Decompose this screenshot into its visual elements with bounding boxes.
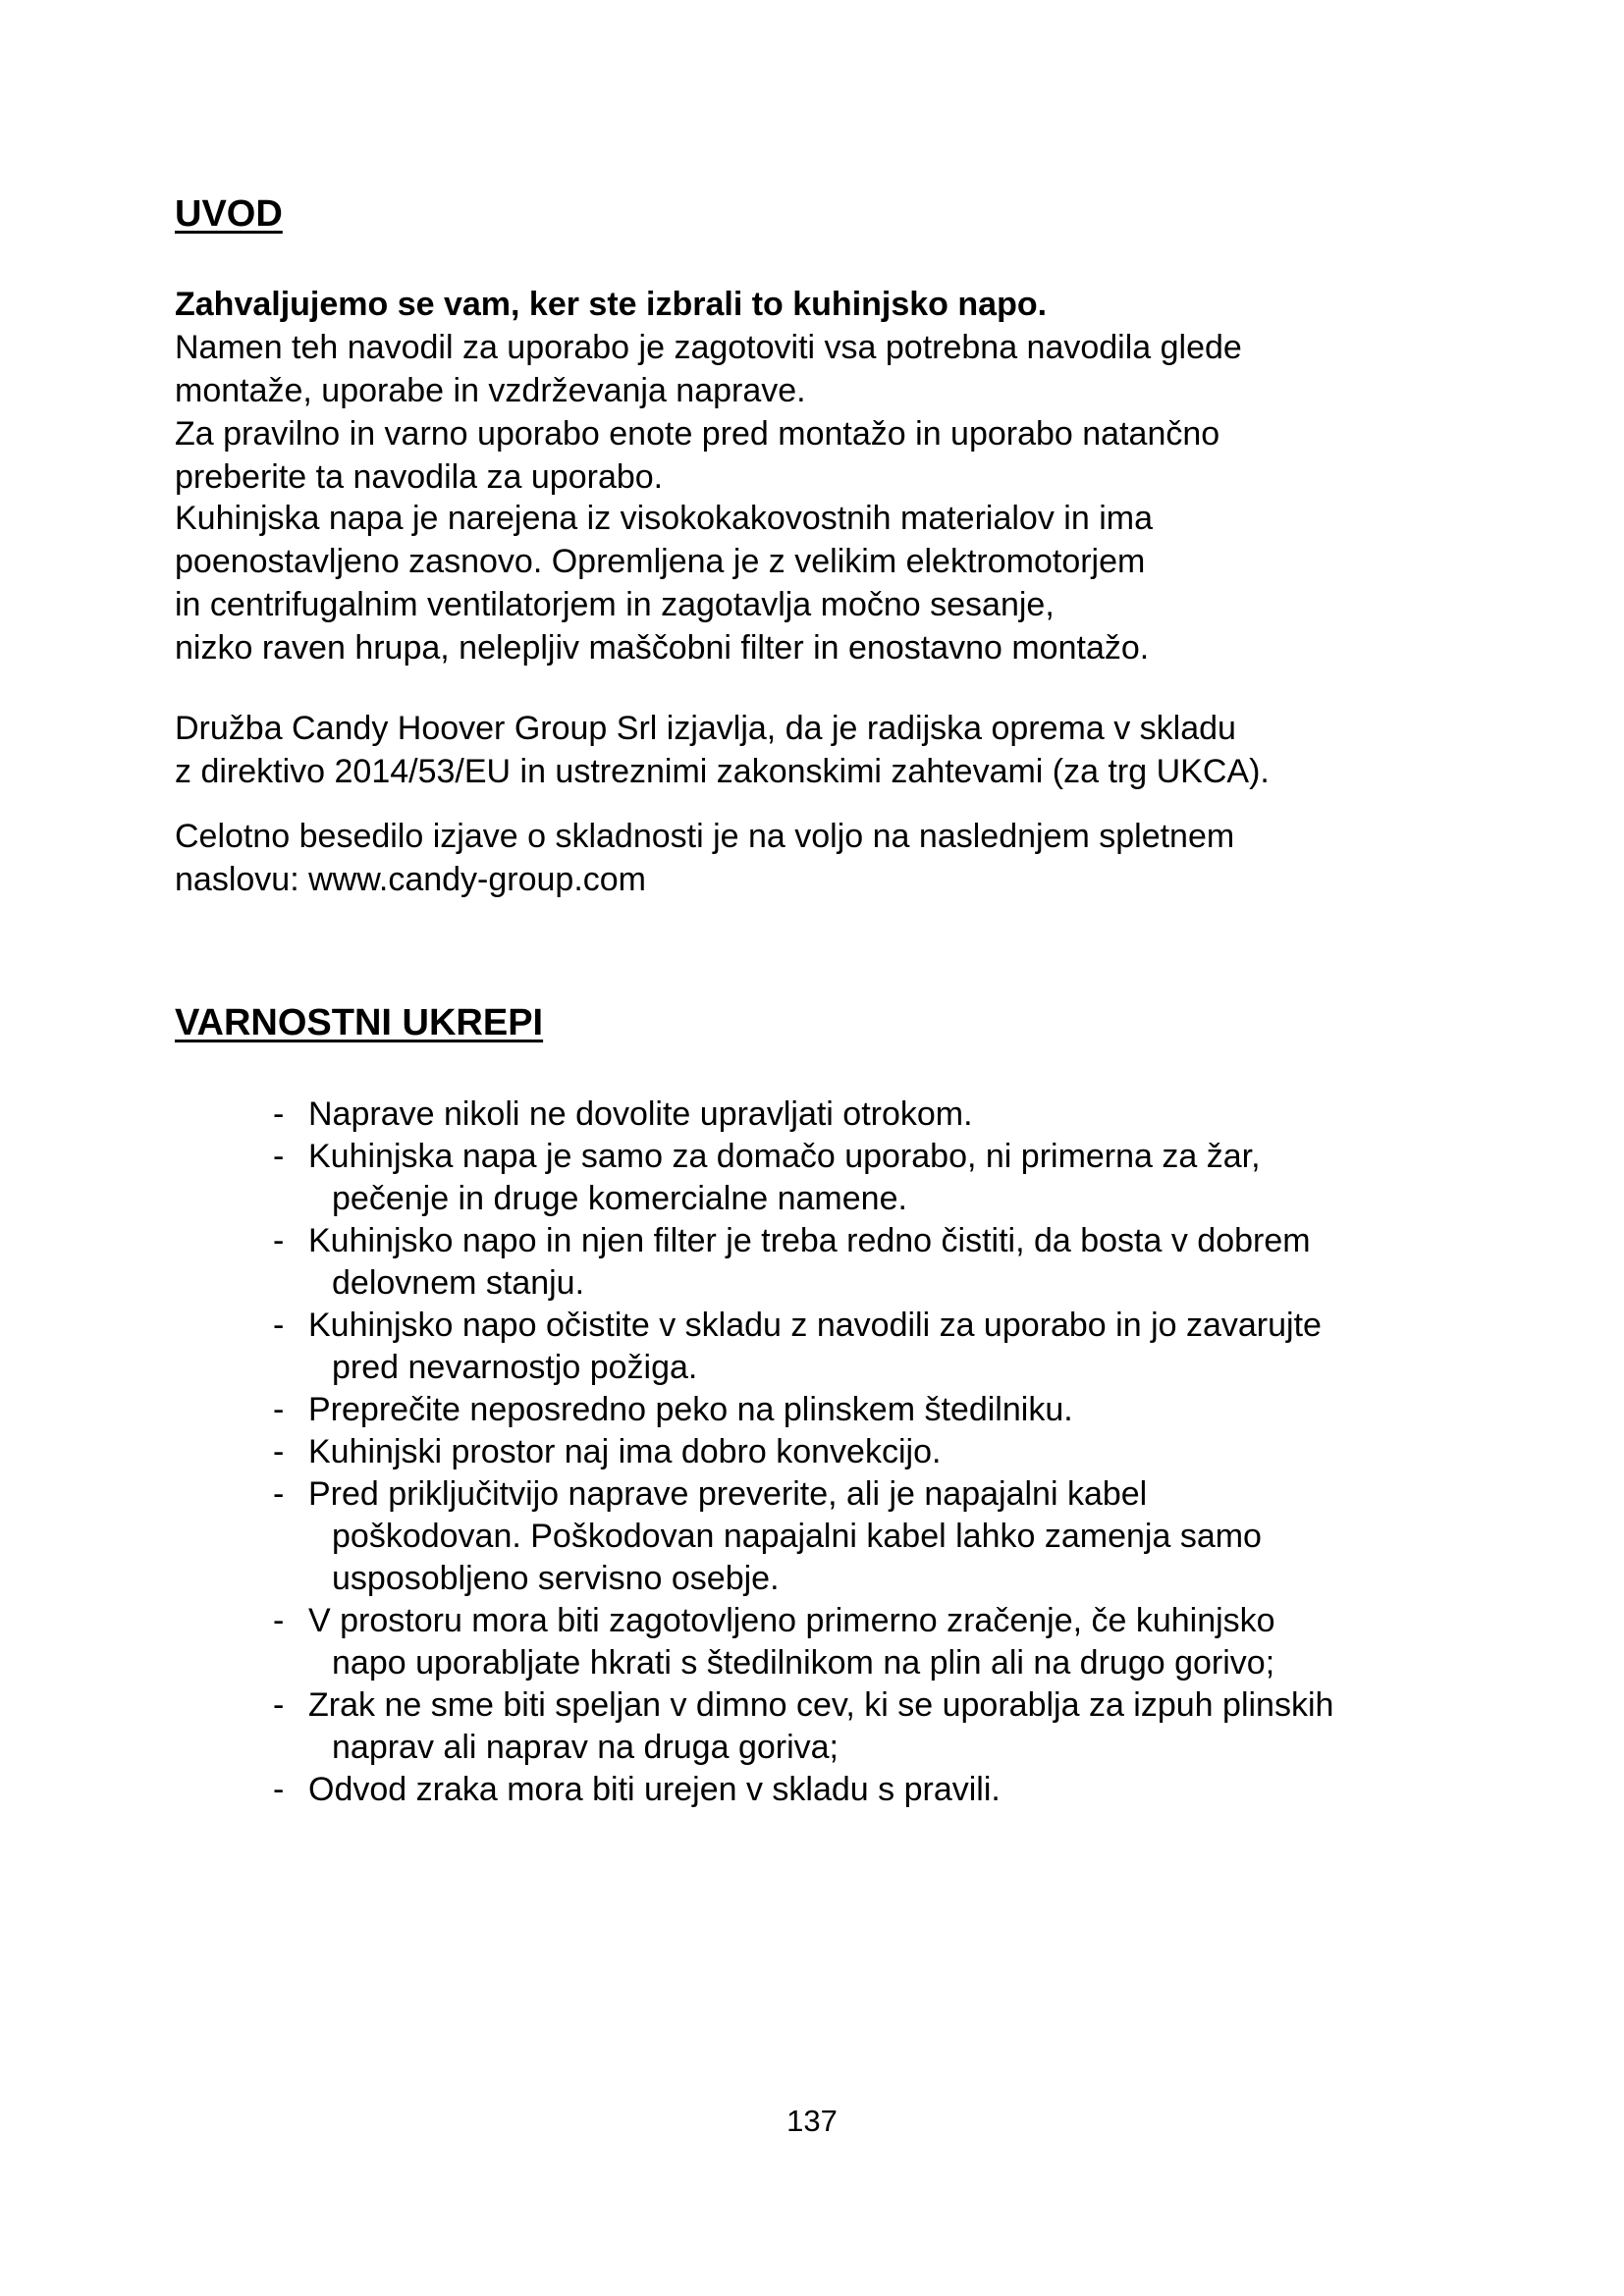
text-line: Odvod zraka mora biti urejen v skladu s pravili. bbox=[308, 1771, 1001, 1808]
list-item bbox=[273, 1136, 1333, 1220]
list-item bbox=[273, 1473, 1333, 1600]
text-line: preberite ta navodila za uporabo. bbox=[175, 458, 664, 496]
list-item bbox=[273, 1389, 1333, 1431]
text-line: Kuhinjska napa je samo za domačo uporabo, ni primerna za žar, bbox=[308, 1138, 1261, 1175]
dash-bullet: - bbox=[273, 1391, 285, 1428]
text-line: Naprave nikoli ne dovolite upravljati otrokom. bbox=[308, 1095, 973, 1133]
text-line: Preprečite neposredno peko na plinskem štedilniku. bbox=[308, 1391, 1073, 1428]
intro-paragraph bbox=[175, 412, 1451, 499]
text-line: poenostavljeno zasnovo. Opremljena je z velikim elektromotorjem bbox=[175, 543, 1146, 580]
list-item bbox=[273, 1431, 1333, 1473]
dash-bullet: - bbox=[273, 1138, 285, 1175]
section-heading-safety: VARNOSTNI UKREPI bbox=[175, 1002, 544, 1043]
text-line: montaže, uporabe in vzdrževanja naprave. bbox=[175, 372, 806, 409]
intro-lead-sentence: Zahvaljujemo se vam, ker ste izbrali to kuhinjsko napo. bbox=[175, 286, 1048, 323]
list-item bbox=[273, 1305, 1333, 1389]
text-line: Družba Candy Hoover Group Srl izjavlja, da je radijska oprema v skladu bbox=[175, 710, 1236, 747]
dash-bullet: - bbox=[273, 1095, 285, 1133]
dash-bullet: - bbox=[273, 1307, 285, 1344]
text-line: poškodovan. Poškodovan napajalni kabel lahko zamenja samo bbox=[332, 1518, 1262, 1555]
text-line: Kuhinjski prostor naj ima dobro konvekcijo. bbox=[308, 1433, 942, 1470]
intro-paragraph bbox=[175, 326, 1451, 412]
dash-bullet: - bbox=[273, 1686, 285, 1724]
text-line: V prostoru mora biti zagotovljeno primerno zračenje, če kuhinjsko bbox=[308, 1602, 1275, 1639]
text-line: z direktivo 2014/53/EU in ustreznimi zakonskimi zahtevami (za trg UKCA). bbox=[175, 753, 1270, 790]
text-line: Pred priključitvijo naprave preverite, ali je napajalni kabel bbox=[308, 1475, 1148, 1513]
safety-list bbox=[273, 1094, 1333, 1811]
text-line: delovnem stanju. bbox=[332, 1264, 585, 1302]
declaration-link-paragraph bbox=[175, 815, 1451, 901]
text-line: usposobljeno servisno osebje. bbox=[332, 1560, 780, 1597]
declaration-paragraph bbox=[175, 707, 1451, 793]
text-line: Namen teh navodil za uporabo je zagotoviti vsa potrebna navodila glede bbox=[175, 329, 1242, 366]
text-line: naslovu: www.candy-group.com bbox=[175, 861, 647, 898]
list-item bbox=[273, 1769, 1333, 1811]
text-line: Kuhinjsko napo in njen filter je treba redno čistiti, da bosta v dobrem bbox=[308, 1222, 1311, 1259]
intro-paragraph bbox=[175, 497, 1451, 669]
dash-bullet: - bbox=[273, 1475, 285, 1513]
section-heading-uvod: UVOD bbox=[175, 193, 283, 235]
list-item bbox=[273, 1220, 1333, 1305]
text-line: Celotno besedilo izjave o skladnosti je na voljo na naslednjem spletnem bbox=[175, 818, 1235, 855]
text-line: pred nevarnostjo požiga. bbox=[332, 1349, 698, 1386]
text-line: napo uporabljate hkrati s štedilnikom na plin ali na drugo gorivo; bbox=[332, 1644, 1275, 1682]
text-line: in centrifugalnim ventilatorjem in zagotavlja močno sesanje, bbox=[175, 586, 1055, 623]
page-number: 137 bbox=[786, 2104, 838, 2138]
text-line: pečenje in druge komercialne namene. bbox=[332, 1180, 907, 1217]
list-item bbox=[273, 1600, 1333, 1684]
dash-bullet: - bbox=[273, 1433, 285, 1470]
dash-bullet: - bbox=[273, 1771, 285, 1808]
text-line: nizko raven hrupa, nelepljiv maščobni filter in enostavno montažo. bbox=[175, 629, 1150, 667]
list-item bbox=[273, 1684, 1333, 1769]
text-line: Zrak ne sme biti speljan v dimno cev, ki se uporablja za izpuh plinskih bbox=[308, 1686, 1334, 1724]
text-line: Kuhinjsko napo očistite v skladu z navodili za uporabo in jo zavarujte bbox=[308, 1307, 1322, 1344]
text-line: naprav ali naprav na druga goriva; bbox=[332, 1729, 839, 1766]
dash-bullet: - bbox=[273, 1222, 285, 1259]
text-line: Kuhinjska napa je narejena iz visokokakovostnih materialov in ima bbox=[175, 500, 1153, 537]
text-line: Za pravilno in varno uporabo enote pred montažo in uporabo natančno bbox=[175, 415, 1220, 453]
dash-bullet: - bbox=[273, 1602, 285, 1639]
list-item bbox=[273, 1094, 1333, 1136]
